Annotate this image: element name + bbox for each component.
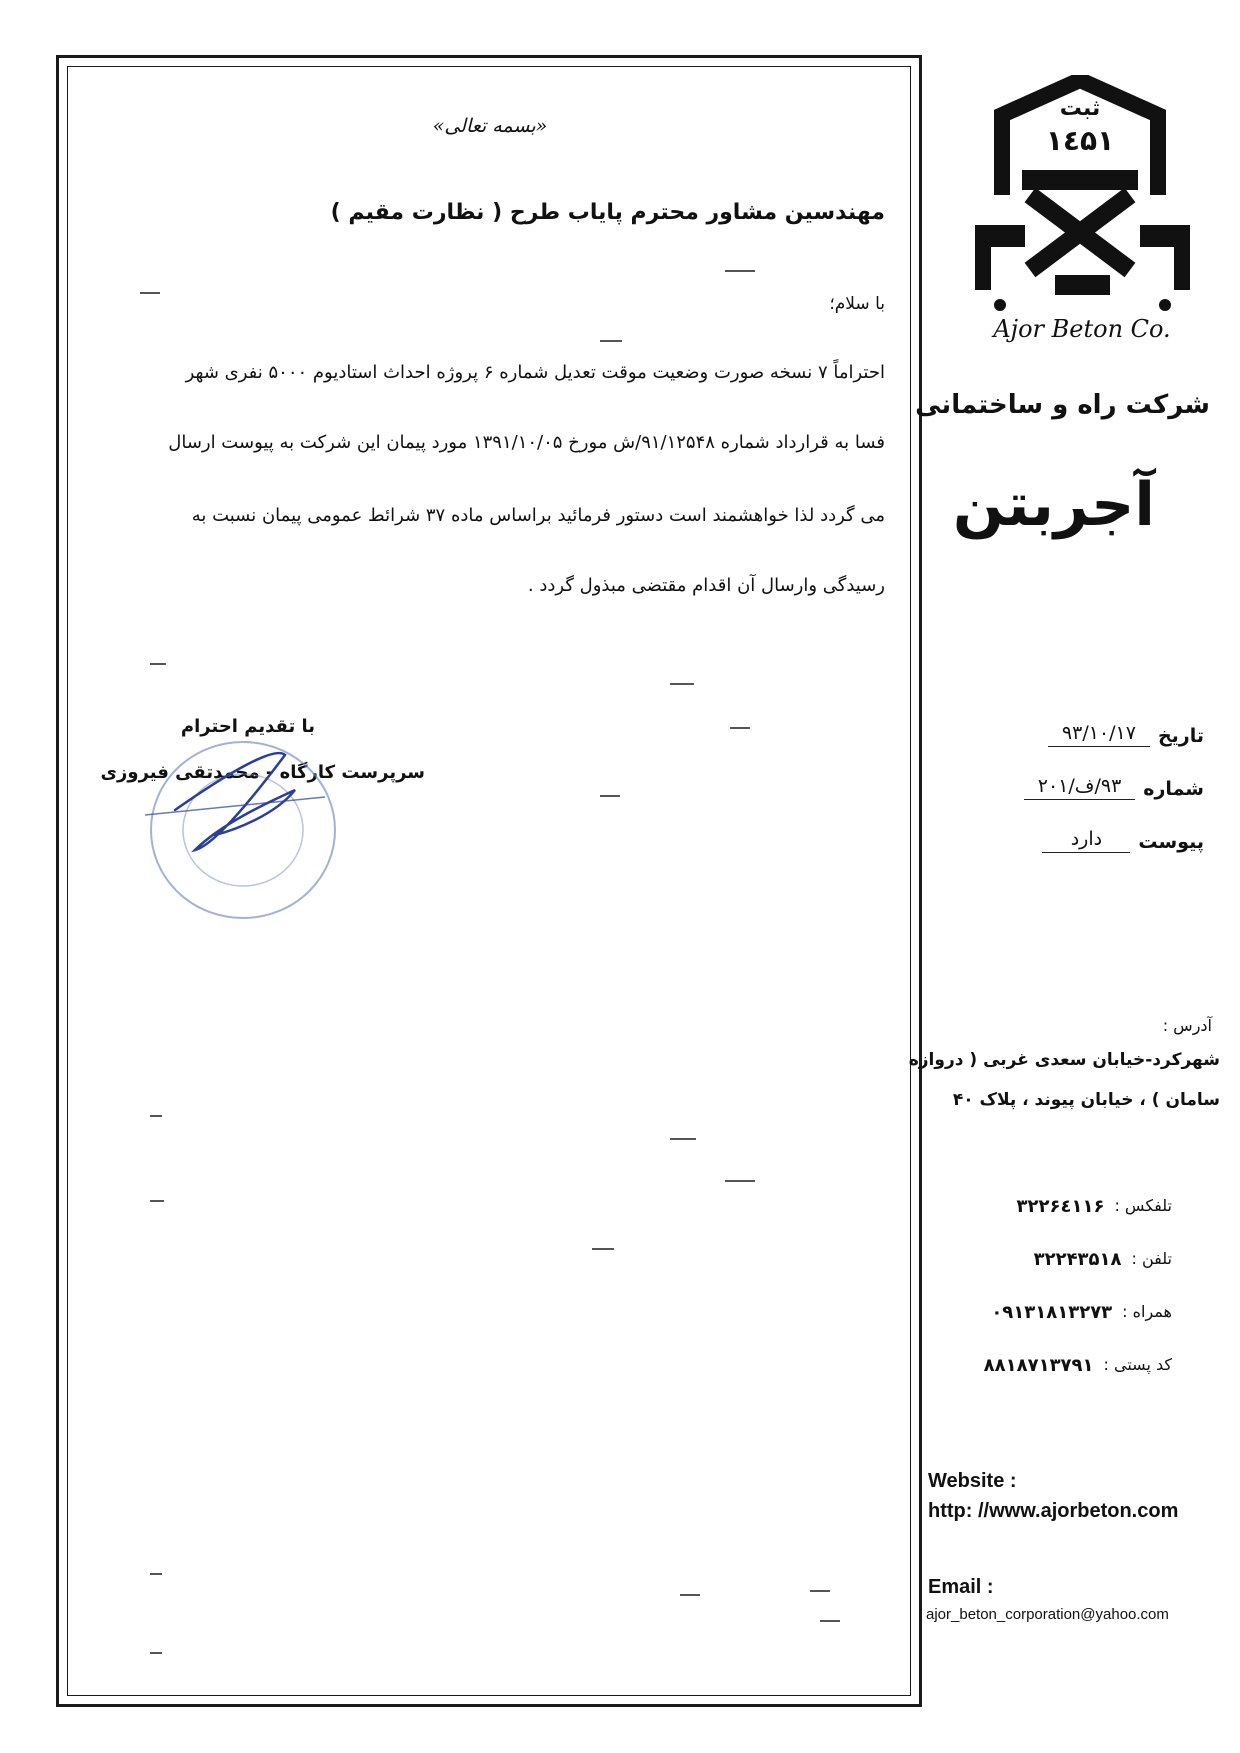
company-type: شرکت راه و ساختمانی [915,390,1210,420]
fax-label: تلفکس : [1114,1196,1172,1215]
body-line-2: فسا به قرارداد شماره ۹۱/۱۲۵۴۸/ش مورخ ۱۳۹۱/۱۰/۰۵ مورد پیمان این شرکت به پیوست ارسال [168,432,885,453]
svg-text:Ajor Beton Co.: Ajor Beton Co. [993,315,1171,343]
stamp-and-signature [135,735,375,935]
postal-label: کد پستی : [1103,1355,1172,1374]
scan-speck [600,340,622,342]
company-name: آجربتن [952,470,1155,540]
date-row [1048,722,1204,747]
scan-speck [150,1115,162,1117]
svg-text:۱٤۵۱: ۱٤۵۱ [1045,124,1115,157]
company-logo [960,75,1205,350]
number-row [1024,775,1204,800]
scan-speck [150,663,166,665]
body-line-1: احتراماً ۷ نسخه صورت وضعیت موقت تعدیل شماره ۶ پروژه احداث استادیوم ۵۰۰۰ نفری شهر [185,362,885,383]
website-label: Website : [928,1470,1017,1492]
phone-row [1034,1249,1172,1270]
email-label: Email : [928,1576,994,1598]
signer-line: سرپرست کارگاه - محمدتقی فیروزی [100,762,425,783]
address-label: آدرس : [1162,1016,1212,1035]
scan-speck [730,727,750,729]
fax-value: ۳۲۲۶٤۱۱۶ [1016,1196,1105,1217]
date-label: تاریخ [1157,725,1204,747]
body-line-4: رسیدگی وارسال آن اقدام مقتضی مبذول گردد . [527,575,885,596]
scan-speck [592,1248,614,1250]
bismillah-heading: «بسمه تعالی» [432,115,548,137]
number-value: ۹۳/ف/۲۰۱ [1024,775,1136,800]
fax-row [1017,1196,1172,1217]
mobile-value: ۰۹۱۳۱۸۱۳۲۷۳ [991,1302,1113,1323]
website-link[interactable]: http: //www.ajorbeton.com [928,1500,1179,1522]
closing-line: با تقدیم احترام [180,716,315,737]
scan-speck [670,683,694,685]
greeting: با سلام؛ [829,294,885,314]
address-line-1: شهرکرد-خیابان سعدی غربی ( دروازه [908,1050,1220,1070]
attachment-row [1042,828,1204,853]
scan-speck [150,1573,162,1575]
recipient-line: مهندسین مشاور محترم پایاب طرح ( نظارت مقیم ) [330,200,885,225]
postal-row [984,1355,1172,1376]
scan-speck [725,270,755,272]
scan-speck [600,795,620,797]
email-link[interactable]: ajor_beton_corporation@yahoo.com [926,1606,1169,1623]
phone-label: تلفن : [1131,1249,1172,1268]
date-value: ۹۳/۱۰/۱۷ [1048,722,1150,747]
number-label: شماره [1143,778,1204,800]
scan-speck [810,1590,830,1592]
scan-speck [680,1594,700,1596]
scan-speck [150,1200,164,1202]
attachment-value: دارد [1042,828,1130,853]
scan-speck [820,1620,840,1622]
address-line-2: سامان ) ، خیابان پیوند ، پلاک ۴۰ [952,1090,1220,1110]
phone-value: ۳۲۲۴۳۵۱۸ [1033,1249,1122,1270]
attachment-label: پیوست [1138,831,1204,853]
scan-speck [725,1180,755,1182]
mobile-row [991,1302,1172,1323]
stamp-circle-icon [151,742,335,918]
mobile-label: همراه : [1122,1302,1172,1321]
scan-speck [670,1138,696,1140]
body-line-3: می گردد لذا خواهشمند است دستور فرمائید براساس ماده ۳۷ شرائط عمومی پیمان نسبت به [191,505,885,526]
scan-speck [150,1652,162,1654]
svg-text:ثبت: ثبت [1059,96,1101,121]
scan-speck [140,292,160,294]
postal-value: ۸۸۱۸۷۱۳۷۹۱ [983,1355,1094,1376]
